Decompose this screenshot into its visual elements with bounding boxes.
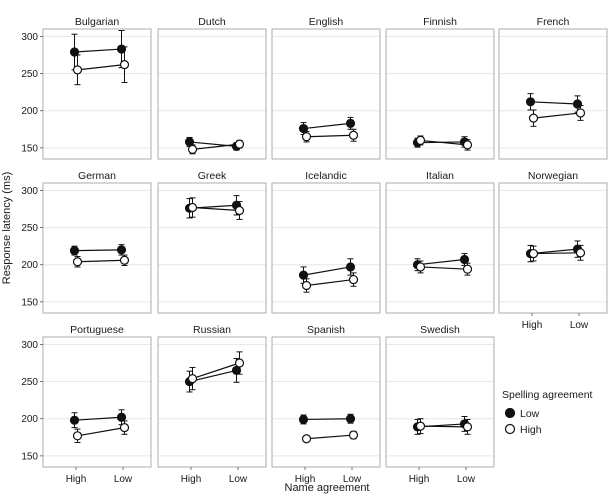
panel-title: German xyxy=(78,170,116,182)
y-tick-label: 250 xyxy=(21,223,38,235)
point-open xyxy=(121,61,129,69)
point-open xyxy=(464,141,472,149)
panel-title: Icelandic xyxy=(305,170,347,182)
series-line xyxy=(421,426,468,427)
x-tick-label: Low xyxy=(113,474,133,485)
panel-border xyxy=(386,29,494,159)
y-tick-label: 250 xyxy=(21,377,38,389)
panel-title: Norwegian xyxy=(527,170,579,182)
series-line xyxy=(307,280,354,286)
series-line xyxy=(78,428,125,436)
y-tick-label: 300 xyxy=(21,339,38,351)
point-open xyxy=(350,431,358,439)
y-tick-label: 300 xyxy=(21,185,38,197)
series-line xyxy=(418,260,465,265)
y-axis-title: Response latency (ms) xyxy=(1,171,13,285)
point-open xyxy=(417,422,425,430)
y-tick-label: 200 xyxy=(21,106,38,118)
point-open xyxy=(464,423,472,431)
x-tick-label: Low xyxy=(342,474,362,485)
panel-border xyxy=(43,29,151,159)
y-tick-label: 250 xyxy=(21,69,38,81)
point-open xyxy=(189,375,197,383)
point-filled xyxy=(527,98,535,106)
x-tick-label: Low xyxy=(456,474,476,485)
panel-title: Russian xyxy=(193,324,231,336)
panel-border xyxy=(386,183,494,313)
panel-title: Finnish xyxy=(423,16,457,28)
point-filled xyxy=(300,271,308,279)
x-tick-label: High xyxy=(294,474,316,485)
series-line xyxy=(304,419,351,420)
panel-border xyxy=(499,29,607,159)
panel-border xyxy=(272,183,380,313)
panel-border xyxy=(272,337,380,467)
series-line xyxy=(304,123,351,128)
point-open xyxy=(577,249,585,257)
point-open xyxy=(236,359,244,367)
y-tick-label: 150 xyxy=(21,143,38,155)
panel-border xyxy=(158,29,266,159)
point-filled xyxy=(347,415,355,423)
panel-title: Portuguese xyxy=(70,324,124,336)
point-filled xyxy=(71,247,79,255)
point-open xyxy=(189,145,197,153)
panel-title: Swedish xyxy=(420,324,460,336)
point-open xyxy=(303,282,311,290)
y-tick-label: 200 xyxy=(21,414,38,426)
panel-title: Bulgarian xyxy=(74,16,120,28)
x-tick-label: High xyxy=(408,474,430,485)
point-filled xyxy=(347,119,355,127)
y-tick-label: 150 xyxy=(21,297,38,309)
legend-title: Spelling agreement xyxy=(502,389,593,401)
panel-border xyxy=(43,337,151,467)
point-open xyxy=(236,140,244,148)
series-line xyxy=(531,102,578,104)
point-open xyxy=(236,206,244,214)
legend-marker-filled xyxy=(506,409,515,418)
series-line xyxy=(534,253,581,254)
point-open xyxy=(577,109,585,117)
legend-marker-open xyxy=(506,425,515,434)
point-open xyxy=(303,133,311,141)
series-line xyxy=(78,260,125,261)
x-axis-title: Name agreement xyxy=(284,482,370,494)
panel-border xyxy=(158,337,266,467)
point-open xyxy=(303,435,311,443)
point-filled xyxy=(347,263,355,271)
panel-border xyxy=(43,183,151,313)
series-line xyxy=(75,250,122,251)
panel-border xyxy=(272,29,380,159)
x-tick-label: High xyxy=(65,474,87,485)
panel-border xyxy=(158,183,266,313)
x-tick-label: High xyxy=(521,320,543,331)
point-open xyxy=(530,250,538,258)
point-open xyxy=(530,114,538,122)
panel-title: Greek xyxy=(197,170,227,182)
point-open xyxy=(417,263,425,271)
y-tick-label: 150 xyxy=(21,451,38,463)
series-line xyxy=(421,267,468,269)
panel-border xyxy=(386,337,494,467)
point-open xyxy=(121,424,129,432)
y-tick-label: 300 xyxy=(21,31,38,43)
point-open xyxy=(350,131,358,139)
series-line xyxy=(307,135,354,136)
x-tick-label: Low xyxy=(228,474,248,485)
panel-title: Italian xyxy=(425,170,455,182)
series-line xyxy=(78,65,125,70)
x-tick-label: High xyxy=(180,474,202,485)
point-filled xyxy=(71,416,79,424)
point-open xyxy=(74,432,82,440)
series-line xyxy=(307,435,354,439)
panel-border xyxy=(499,183,607,313)
point-open xyxy=(121,256,129,264)
point-open xyxy=(417,136,425,144)
point-filled xyxy=(461,256,469,264)
panel-title: English xyxy=(308,16,344,28)
series-line xyxy=(75,49,122,52)
panel-title: Spanish xyxy=(307,324,345,336)
point-filled xyxy=(118,413,126,421)
point-filled xyxy=(300,415,308,423)
point-open xyxy=(189,204,197,212)
legend-label: Low xyxy=(520,408,540,420)
legend-label: High xyxy=(520,424,542,436)
series-line xyxy=(534,113,581,118)
point-open xyxy=(350,276,358,284)
panel-title: French xyxy=(536,16,570,28)
point-open xyxy=(74,66,82,74)
series-line xyxy=(304,267,351,275)
point-open xyxy=(464,265,472,273)
x-tick-label: Low xyxy=(569,320,589,331)
panel-title: Dutch xyxy=(198,16,226,28)
point-filled xyxy=(118,246,126,254)
series-line xyxy=(193,208,240,211)
point-open xyxy=(74,258,82,266)
y-tick-label: 200 xyxy=(21,260,38,272)
